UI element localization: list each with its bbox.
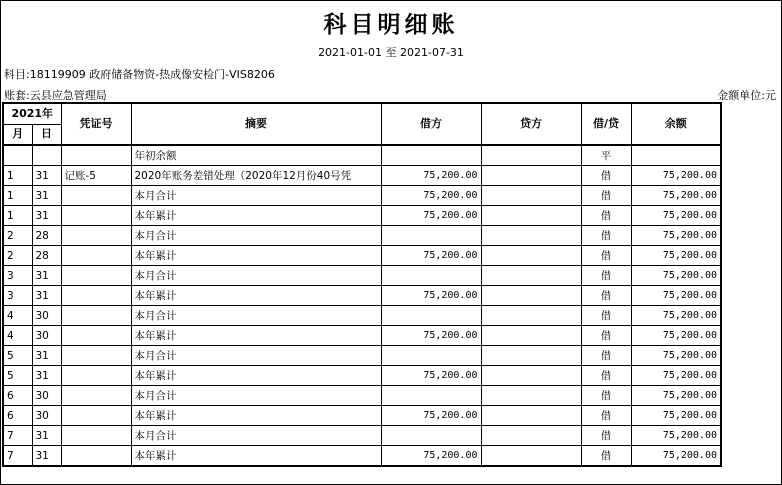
table-row	[3, 346, 721, 366]
subject-label: 科目:	[4, 68, 30, 81]
cell-voucher	[61, 186, 131, 206]
table-row	[3, 306, 721, 326]
table-row	[3, 386, 721, 406]
table-row	[3, 326, 721, 346]
cell-summary: 2020年账务差错处理（2020年12月份40号凭	[131, 166, 381, 186]
cell-credit	[481, 186, 581, 206]
cell-balance: 75,200.00	[631, 266, 721, 286]
cell-summary: 本年累计	[131, 366, 381, 386]
cell-debit: 75,200.00	[381, 406, 481, 426]
cell-debit	[381, 386, 481, 406]
cell-month: 5	[3, 346, 32, 366]
cell-balance: 75,200.00	[631, 186, 721, 206]
cell-day: 28	[32, 226, 61, 246]
cell-credit	[481, 286, 581, 306]
cell-month: 6	[3, 406, 32, 426]
table-row	[3, 246, 721, 266]
amount-unit-label: 金额单位:	[717, 89, 765, 102]
cell-voucher	[61, 446, 131, 467]
report-title: 科目明细账	[323, 11, 459, 38]
cell-direction: 借	[581, 446, 631, 467]
cell-credit	[481, 266, 581, 286]
cell-summary: 本月合计	[131, 186, 381, 206]
cell-voucher	[61, 406, 131, 426]
cell-voucher	[61, 326, 131, 346]
cell-balance	[631, 145, 721, 166]
cell-direction: 平	[581, 145, 631, 166]
cell-direction: 借	[581, 326, 631, 346]
cell-summary: 本月合计	[131, 386, 381, 406]
subject-line	[4, 66, 275, 82]
cell-debit	[381, 346, 481, 366]
cell-voucher	[61, 346, 131, 366]
cell-debit: 75,200.00	[381, 446, 481, 467]
cell-credit	[481, 326, 581, 346]
cell-balance: 75,200.00	[631, 366, 721, 386]
cell-day: 28	[32, 246, 61, 266]
cell-debit: 75,200.00	[381, 166, 481, 186]
cell-voucher	[61, 266, 131, 286]
table-row	[3, 366, 721, 386]
cell-debit	[381, 426, 481, 446]
cell-debit	[381, 306, 481, 326]
cell-month: 3	[3, 286, 32, 306]
cell-day: 30	[32, 306, 61, 326]
cell-credit	[481, 226, 581, 246]
cell-day: 31	[32, 186, 61, 206]
account-book-line	[4, 87, 107, 103]
table-row	[3, 206, 721, 226]
cell-voucher	[61, 386, 131, 406]
cell-month: 7	[3, 446, 32, 467]
header-year: 2021年	[3, 103, 61, 124]
cell-balance: 75,200.00	[631, 226, 721, 246]
table-row	[3, 406, 721, 426]
cell-debit: 75,200.00	[381, 246, 481, 266]
cell-debit	[381, 266, 481, 286]
cell-month: 4	[3, 306, 32, 326]
report-period	[0, 44, 782, 60]
cell-summary: 本年累计	[131, 446, 381, 467]
table-row	[3, 286, 721, 306]
cell-debit: 75,200.00	[381, 286, 481, 306]
period-end: 2021-07-31	[400, 46, 464, 59]
cell-balance: 75,200.00	[631, 326, 721, 346]
amount-unit-value: 元	[765, 89, 776, 102]
ledger-body	[3, 145, 721, 466]
cell-balance: 75,200.00	[631, 166, 721, 186]
account-book-value: 云县应急管理局	[29, 89, 107, 102]
cell-credit	[481, 246, 581, 266]
cell-direction: 借	[581, 426, 631, 446]
cell-direction: 借	[581, 406, 631, 426]
cell-summary: 本年累计	[131, 246, 381, 266]
cell-voucher	[61, 426, 131, 446]
table-row	[3, 266, 721, 286]
cell-summary: 本月合计	[131, 346, 381, 366]
cell-balance: 75,200.00	[631, 446, 721, 467]
cell-direction: 借	[581, 266, 631, 286]
cell-debit: 75,200.00	[381, 366, 481, 386]
cell-month: 7	[3, 426, 32, 446]
cell-month: 3	[3, 266, 32, 286]
cell-day: 30	[32, 326, 61, 346]
period-start: 2021-01-01	[318, 46, 382, 59]
cell-direction: 借	[581, 166, 631, 186]
cell-day: 31	[32, 366, 61, 386]
cell-summary: 年初余额	[131, 145, 381, 166]
cell-debit	[381, 226, 481, 246]
ledger-table	[2, 102, 722, 467]
cell-voucher	[61, 366, 131, 386]
cell-credit	[481, 206, 581, 226]
cell-day: 30	[32, 406, 61, 426]
subject-value: 18119909 政府储备物资-热成像安检门-VIS8206	[29, 68, 275, 81]
cell-day	[32, 145, 61, 166]
cell-voucher	[61, 206, 131, 226]
cell-direction: 借	[581, 206, 631, 226]
amount-unit-line	[717, 87, 776, 103]
cell-voucher	[61, 286, 131, 306]
cell-month: 1	[3, 166, 32, 186]
table-row	[3, 145, 721, 166]
cell-summary: 本月合计	[131, 266, 381, 286]
cell-day: 31	[32, 286, 61, 306]
cell-direction: 借	[581, 306, 631, 326]
header-voucher: 凭证号	[61, 103, 131, 145]
cell-summary: 本年累计	[131, 286, 381, 306]
table-row	[3, 226, 721, 246]
cell-balance: 75,200.00	[631, 306, 721, 326]
cell-balance: 75,200.00	[631, 346, 721, 366]
cell-credit	[481, 306, 581, 326]
cell-credit	[481, 145, 581, 166]
cell-month: 6	[3, 386, 32, 406]
cell-month: 4	[3, 326, 32, 346]
cell-day: 31	[32, 446, 61, 467]
cell-month: 5	[3, 366, 32, 386]
cell-debit: 75,200.00	[381, 186, 481, 206]
cell-day: 31	[32, 346, 61, 366]
header-debit: 借方	[381, 103, 481, 145]
cell-balance: 75,200.00	[631, 206, 721, 226]
header-month: 月	[3, 124, 32, 145]
cell-balance: 75,200.00	[631, 406, 721, 426]
cell-credit	[481, 346, 581, 366]
cell-direction: 借	[581, 366, 631, 386]
cell-credit	[481, 426, 581, 446]
cell-voucher	[61, 226, 131, 246]
cell-summary: 本月合计	[131, 226, 381, 246]
cell-debit	[381, 145, 481, 166]
cell-debit: 75,200.00	[381, 206, 481, 226]
ledger-header	[3, 103, 721, 145]
cell-day: 30	[32, 386, 61, 406]
table-row	[3, 446, 721, 467]
cell-debit: 75,200.00	[381, 326, 481, 346]
cell-day: 31	[32, 166, 61, 186]
cell-balance: 75,200.00	[631, 426, 721, 446]
cell-credit	[481, 166, 581, 186]
cell-summary: 本年累计	[131, 406, 381, 426]
cell-day: 31	[32, 426, 61, 446]
cell-summary: 本年累计	[131, 206, 381, 226]
account-book-label: 账套:	[4, 89, 30, 102]
cell-summary: 本月合计	[131, 306, 381, 326]
cell-voucher	[61, 145, 131, 166]
header-direction: 借/贷	[581, 103, 631, 145]
cell-direction: 借	[581, 386, 631, 406]
cell-month: 1	[3, 186, 32, 206]
header-day: 日	[32, 124, 61, 145]
cell-direction: 借	[581, 246, 631, 266]
cell-voucher	[61, 246, 131, 266]
cell-month	[3, 145, 32, 166]
cell-voucher	[61, 306, 131, 326]
cell-day: 31	[32, 206, 61, 226]
cell-day: 31	[32, 266, 61, 286]
cell-credit	[481, 366, 581, 386]
cell-direction: 借	[581, 286, 631, 306]
cell-credit	[481, 386, 581, 406]
cell-balance: 75,200.00	[631, 246, 721, 266]
cell-balance: 75,200.00	[631, 386, 721, 406]
cell-month: 1	[3, 206, 32, 226]
cell-direction: 借	[581, 346, 631, 366]
cell-credit	[481, 446, 581, 467]
header-summary: 摘要	[131, 103, 381, 145]
cell-balance: 75,200.00	[631, 286, 721, 306]
cell-credit	[481, 406, 581, 426]
header-credit: 贷方	[481, 103, 581, 145]
table-row	[3, 166, 721, 186]
cell-summary: 本月合计	[131, 426, 381, 446]
cell-direction: 借	[581, 226, 631, 246]
cell-summary: 本年累计	[131, 326, 381, 346]
cell-direction: 借	[581, 186, 631, 206]
table-row	[3, 186, 721, 206]
period-separator: 至	[385, 46, 397, 59]
cell-voucher: 记账-5	[61, 166, 131, 186]
cell-month: 2	[3, 226, 32, 246]
table-row	[3, 426, 721, 446]
cell-month: 2	[3, 246, 32, 266]
header-balance: 余额	[631, 103, 721, 145]
